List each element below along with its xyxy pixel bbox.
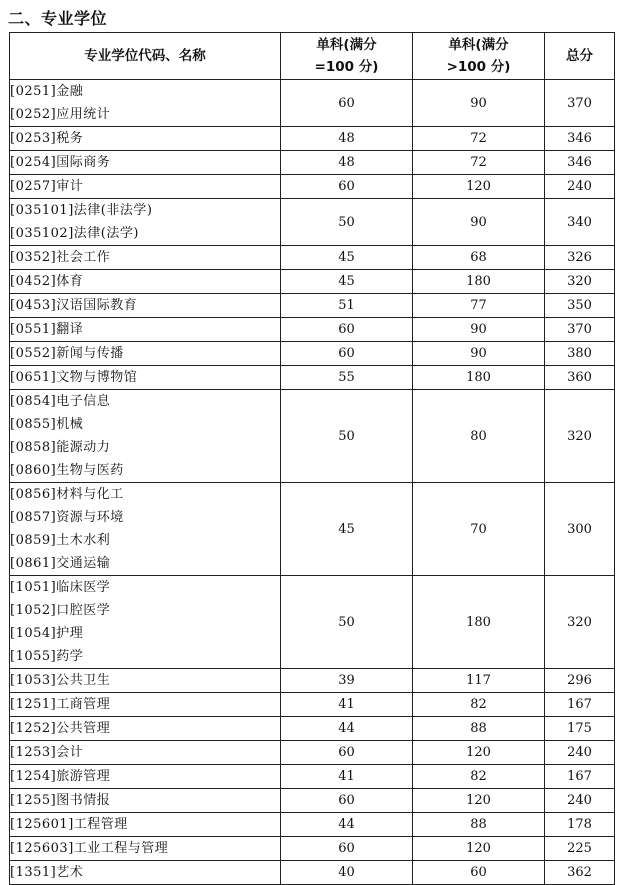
degree-code-name: [0254]国际商务 <box>10 155 111 170</box>
degree-code-name-cell <box>10 861 281 885</box>
single-gt100-score: 70 <box>413 483 545 576</box>
table-row <box>10 342 615 366</box>
degree-code-name: [0856]材料与化工 <box>10 487 124 502</box>
degree-code-name-cell <box>10 837 281 861</box>
single-gt100-score: 77 <box>413 294 545 318</box>
degree-code-name-cell <box>10 175 281 199</box>
table-row <box>10 294 615 318</box>
degree-code-name: [0251]金融 <box>10 84 84 99</box>
total-score: 225 <box>545 837 615 861</box>
degree-code-name-cell <box>10 127 281 151</box>
degree-code-name: [1051]临床医学 <box>10 580 111 595</box>
table-row <box>10 366 615 390</box>
single-gt100-score: 82 <box>413 693 545 717</box>
single-100-score: 45 <box>281 246 413 270</box>
single-gt100-score: 88 <box>413 717 545 741</box>
degree-code-name-cell <box>10 80 281 127</box>
single-100-score: 60 <box>281 789 413 813</box>
total-score: 320 <box>545 576 615 669</box>
single-gt100-score: 90 <box>413 342 545 366</box>
single-gt100-score: 117 <box>413 669 545 693</box>
degree-code-name: [1255]图书情报 <box>10 793 111 808</box>
degree-code-name-cell <box>10 151 281 175</box>
degree-code-name: [1253]会计 <box>10 745 84 760</box>
total-score: 320 <box>545 390 615 483</box>
degree-code-name-cell <box>10 199 281 246</box>
single-100-score: 60 <box>281 80 413 127</box>
single-100-score: 44 <box>281 717 413 741</box>
header-single-gt100 <box>413 33 545 80</box>
table-row <box>10 861 615 885</box>
single-gt100-score: 180 <box>413 576 545 669</box>
total-score: 346 <box>545 127 615 151</box>
total-score: 296 <box>545 669 615 693</box>
table-row <box>10 789 615 813</box>
degree-code-name-cell <box>10 789 281 813</box>
degree-code-name: [0452]体育 <box>10 274 84 289</box>
degree-code-name: [1055]药学 <box>10 649 84 664</box>
total-score: 240 <box>545 175 615 199</box>
degree-code-name-cell <box>10 342 281 366</box>
table-row <box>10 318 615 342</box>
degree-code-name: [1053]公共卫生 <box>10 673 111 688</box>
degree-code-name: [1351]艺术 <box>10 865 84 880</box>
single-gt100-score: 88 <box>413 813 545 837</box>
total-score: 370 <box>545 80 615 127</box>
single-100-score: 48 <box>281 127 413 151</box>
table-row <box>10 693 615 717</box>
header-total: 总分 <box>545 33 615 80</box>
degree-code-name-cell <box>10 576 281 669</box>
total-score: 326 <box>545 246 615 270</box>
degree-code-name-cell <box>10 813 281 837</box>
header-single-100 <box>281 33 413 80</box>
total-score: 320 <box>545 270 615 294</box>
header-single-100-line2: =100 分) <box>314 59 379 75</box>
single-100-score: 60 <box>281 342 413 366</box>
table-row <box>10 390 615 483</box>
degree-code-name: [0860]生物与医药 <box>10 463 124 478</box>
degree-code-name: [1251]工商管理 <box>10 697 111 712</box>
table-row <box>10 483 615 576</box>
degree-code-name: [125603]工业工程与管理 <box>10 841 169 856</box>
table-row <box>10 175 615 199</box>
degree-code-name-cell <box>10 390 281 483</box>
total-score: 178 <box>545 813 615 837</box>
single-100-score: 41 <box>281 693 413 717</box>
single-100-score: 39 <box>281 669 413 693</box>
table-row <box>10 813 615 837</box>
single-100-score: 51 <box>281 294 413 318</box>
degree-code-name: [1254]旅游管理 <box>10 769 111 784</box>
total-score: 362 <box>545 861 615 885</box>
degree-code-name: [0861]交通运输 <box>10 556 111 571</box>
total-score: 340 <box>545 199 615 246</box>
degree-code-name: [0252]应用统计 <box>10 107 111 122</box>
degree-code-name-cell <box>10 270 281 294</box>
single-100-score: 55 <box>281 366 413 390</box>
degree-code-name: [0352]社会工作 <box>10 250 111 265</box>
single-gt100-score: 180 <box>413 366 545 390</box>
degree-code-name: [035102]法律(法学) <box>10 226 139 241</box>
degree-code-name: [0855]机械 <box>10 417 84 432</box>
single-100-score: 50 <box>281 199 413 246</box>
degree-code-name-cell <box>10 765 281 789</box>
degree-code-name: [0857]资源与环境 <box>10 510 124 525</box>
degree-code-name-cell <box>10 366 281 390</box>
single-gt100-score: 90 <box>413 199 545 246</box>
table-header-row <box>10 33 615 80</box>
single-gt100-score: 120 <box>413 741 545 765</box>
degree-code-name-cell <box>10 693 281 717</box>
degree-code-name: [0551]翻译 <box>10 322 84 337</box>
single-100-score: 60 <box>281 175 413 199</box>
degree-code-name: [0858]能源动力 <box>10 440 111 455</box>
single-gt100-score: 180 <box>413 270 545 294</box>
single-gt100-score: 60 <box>413 861 545 885</box>
table-row <box>10 741 615 765</box>
table-row <box>10 270 615 294</box>
total-score: 370 <box>545 318 615 342</box>
total-score: 167 <box>545 693 615 717</box>
table-row <box>10 837 615 861</box>
total-score: 175 <box>545 717 615 741</box>
single-gt100-score: 82 <box>413 765 545 789</box>
header-single-100-line1: 单科(满分 <box>316 37 377 53</box>
single-100-score: 60 <box>281 837 413 861</box>
single-100-score: 50 <box>281 390 413 483</box>
header-code-name: 专业学位代码、名称 <box>10 33 281 80</box>
table-row <box>10 717 615 741</box>
table-row <box>10 151 615 175</box>
degree-code-name: [0854]电子信息 <box>10 394 111 409</box>
single-100-score: 50 <box>281 576 413 669</box>
single-gt100-score: 120 <box>413 175 545 199</box>
table-body <box>10 80 615 885</box>
score-table <box>9 32 615 885</box>
degree-code-name: [0859]土木水利 <box>10 533 111 548</box>
single-100-score: 40 <box>281 861 413 885</box>
degree-code-name: [1052]口腔医学 <box>10 603 111 618</box>
single-gt100-score: 120 <box>413 789 545 813</box>
total-score: 240 <box>545 741 615 765</box>
table-row <box>10 199 615 246</box>
table-row <box>10 765 615 789</box>
degree-code-name: [0453]汉语国际教育 <box>10 298 138 313</box>
section-title: 二、专业学位 <box>8 9 108 28</box>
degree-code-name: [1054]护理 <box>10 626 84 641</box>
single-100-score: 60 <box>281 318 413 342</box>
single-gt100-score: 72 <box>413 127 545 151</box>
total-score: 240 <box>545 789 615 813</box>
degree-code-name-cell <box>10 246 281 270</box>
total-score: 360 <box>545 366 615 390</box>
table-row <box>10 127 615 151</box>
single-100-score: 41 <box>281 765 413 789</box>
single-gt100-score: 90 <box>413 318 545 342</box>
table-row <box>10 576 615 669</box>
total-score: 346 <box>545 151 615 175</box>
degree-code-name: [0253]税务 <box>10 131 84 146</box>
single-100-score: 45 <box>281 270 413 294</box>
total-score: 167 <box>545 765 615 789</box>
single-gt100-score: 90 <box>413 80 545 127</box>
table-row <box>10 80 615 127</box>
single-100-score: 60 <box>281 741 413 765</box>
degree-code-name: [0257]审计 <box>10 179 84 194</box>
degree-code-name: [0651]文物与博物馆 <box>10 370 138 385</box>
degree-code-name-cell <box>10 717 281 741</box>
header-single-gt100-line1: 单科(满分 <box>448 37 509 53</box>
single-gt100-score: 68 <box>413 246 545 270</box>
header-single-gt100-line2: >100 分) <box>446 59 511 75</box>
single-100-score: 44 <box>281 813 413 837</box>
total-score: 350 <box>545 294 615 318</box>
single-gt100-score: 120 <box>413 837 545 861</box>
degree-code-name: [035101]法律(非法学) <box>10 203 153 218</box>
degree-code-name-cell <box>10 741 281 765</box>
degree-code-name: [1252]公共管理 <box>10 721 111 736</box>
degree-code-name-cell <box>10 483 281 576</box>
total-score: 300 <box>545 483 615 576</box>
degree-code-name-cell <box>10 669 281 693</box>
total-score: 380 <box>545 342 615 366</box>
single-gt100-score: 72 <box>413 151 545 175</box>
degree-code-name-cell <box>10 294 281 318</box>
degree-code-name: [125601]工程管理 <box>10 817 128 832</box>
table-row <box>10 669 615 693</box>
degree-code-name-cell <box>10 318 281 342</box>
single-100-score: 48 <box>281 151 413 175</box>
degree-code-name: [0552]新闻与传播 <box>10 346 124 361</box>
table-row <box>10 246 615 270</box>
single-gt100-score: 80 <box>413 390 545 483</box>
single-100-score: 45 <box>281 483 413 576</box>
